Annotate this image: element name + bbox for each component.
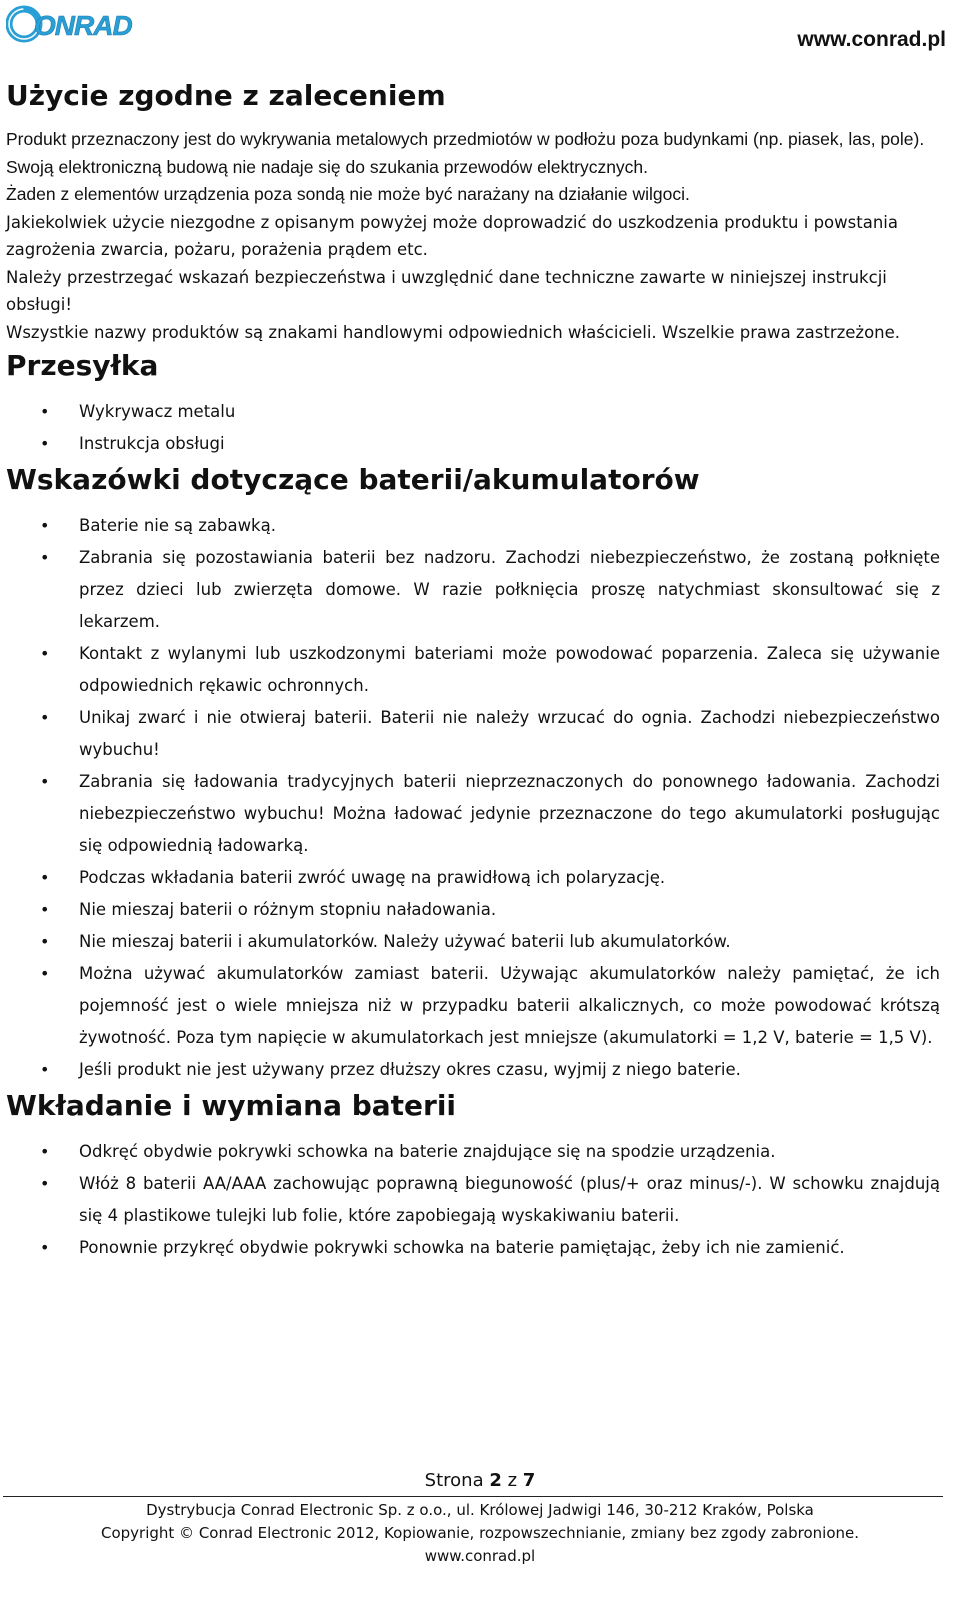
heading-intended-use: Użycie zgodne z zaleceniem: [6, 79, 446, 112]
bullet-icon: •: [40, 548, 50, 567]
list-item: • Zabrania się pozostawiania baterii bez nadzoru. Zachodzi niebezpieczeństwo, że zostaną połknięte przez dzieci lub zwierzęta domowe. W razie połknięcia proszę natychmiast skonsultować się z lekarzem.: [6, 542, 940, 638]
intended-use-paragraph: Jakiekolwiek użycie niezgodne z opisanym powyżej może doprowadzić do uszkodzenia produktu i powstania zagrożenia zwarcia, pożaru, porażenia prądem etc.: [6, 212, 898, 259]
bullet-icon: •: [40, 932, 50, 951]
document-body: [6, 76, 940, 1264]
footer-distributor: Dystrybucja Conrad Electronic Sp. z o.o., ul. Królowej Jadwigi 146, 30-212 Kraków, Polska: [146, 1501, 814, 1519]
conrad-logo: [6, 4, 166, 44]
bullet-icon: •: [40, 1060, 50, 1079]
intended-use-paragraph: Swoją elektroniczną budową nie nadaje się do szukania przewodów elektrycznych.: [6, 156, 649, 177]
svg-text:ONRAD: ONRAD: [34, 10, 132, 41]
heading-insert-batteries: Wkładanie i wymiana baterii: [6, 1089, 457, 1122]
insert-batteries-list: [6, 1136, 940, 1264]
package-list: [6, 396, 940, 460]
bullet-icon: •: [40, 900, 50, 919]
bullet-icon: •: [40, 708, 50, 727]
intended-use-paragraph: Wszystkie nazwy produktów są znakami handlowymi odpowiednich właścicieli. Wszelkie prawa zastrzeżone.: [6, 322, 901, 342]
heading-package: Przesyłka: [6, 349, 159, 382]
bullet-icon: •: [40, 772, 50, 791]
list-item: • Kontakt z wylanymi lub uszkodzonymi bateriami może powodować poparzenia. Zaleca się używanie odpowiednich rękawic ochronnych.: [6, 638, 940, 702]
bullet-icon: •: [40, 868, 50, 887]
bullet-icon: •: [40, 1238, 50, 1257]
site-url: www.conrad.pl: [797, 28, 946, 51]
footer-url: www.conrad.pl: [424, 1547, 536, 1565]
page-footer: [0, 1466, 960, 1565]
list-item: • Instrukcja obsługi: [6, 428, 940, 460]
intended-use-paragraph: Należy przestrzegać wskazań bezpieczeństwa i uwzględnić dane techniczne zawarte w niniejszej instrukcji obsługi!: [6, 267, 887, 314]
list-item: • Nie mieszaj baterii o różnym stopniu naładowania.: [6, 894, 940, 926]
list-item: • Wykrywacz metalu: [6, 396, 940, 428]
list-item: • Jeśli produkt nie jest używany przez dłuższy okres czasu, wyjmij z niego baterie.: [6, 1054, 940, 1086]
bullet-icon: •: [40, 964, 50, 983]
intended-use-paragraph: Produkt przeznaczony jest do wykrywania metalowych przedmiotów w podłożu poza budynkami (np. piasek, las, pole).: [6, 129, 925, 149]
bullet-icon: •: [40, 1142, 50, 1161]
list-item: • Odkręć obydwie pokrywki schowka na baterie znajdujące się na spodzie urządzenia.: [6, 1136, 940, 1168]
bullet-icon: •: [40, 402, 50, 421]
footer-text: [0, 1499, 960, 1568]
list-item: • Podczas wkładania baterii zwróć uwagę na prawidłową ich polaryzację.: [6, 862, 940, 894]
intended-use-paragraph: Żaden z elementów urządzenia poza sondą nie może być narażany na działanie wilgoci.: [6, 184, 690, 204]
list-item: • Nie mieszaj baterii i akumulatorków. Należy używać baterii lub akumulatorków.: [6, 926, 940, 958]
list-item: • Ponownie przykręć obydwie pokrywki schowka na baterie pamiętając, żeby ich nie zamienić.: [6, 1232, 940, 1264]
list-item: • Włóż 8 baterii AA/AAA zachowując poprawną biegunowość (plus/+ oraz minus/-). W schowku znajdują się 4 plastikowe tulejki lub folie, które zapobiegają wyskakiwaniu baterii.: [6, 1168, 940, 1232]
list-item: • Baterie nie są zabawką.: [6, 510, 940, 542]
footer-divider: [3, 1496, 943, 1497]
heading-batteries: Wskazówki dotyczące baterii/akumulatorów: [6, 463, 700, 496]
list-item: • Zabrania się ładowania tradycyjnych baterii nieprzeznaczonych do ponownego ładowania. Zachodzi niebezpieczeństwo wybuchu! Można ładować jedynie przeznaczone do tego akumulatorki posługując się odpowiednią ładowarką.: [6, 766, 940, 862]
bullet-icon: •: [40, 434, 50, 453]
page-header: [0, 0, 960, 56]
page-number: Strona 2 z 7: [424, 1470, 536, 1491]
current-page: 2: [489, 1470, 502, 1491]
bullet-icon: •: [40, 644, 50, 663]
footer-copyright: Copyright © Conrad Electronic 2012, Kopiowanie, rozpowszechnianie, zmiany bez zgody zabronione.: [101, 1524, 859, 1542]
intended-use-text: [6, 126, 940, 346]
bullet-icon: •: [40, 516, 50, 535]
total-pages: 7: [522, 1470, 536, 1491]
bullet-icon: •: [40, 1174, 50, 1193]
list-item: • Unikaj zwarć i nie otwieraj baterii. Baterii nie należy wrzucać do ognia. Zachodzi niebezpieczeństwo wybuchu!: [6, 702, 940, 766]
list-item: • Można używać akumulatorków zamiast baterii. Używając akumulatorków należy pamiętać, że ich pojemność jest o wiele mniejsza niż w przypadku baterii alkalicznych, co może powodować krótszą żywotność. Poza tym napięcie w akumulatorkach jest mniejsze (akumulatorki = 1,2 V, baterie = 1,5 V).: [6, 958, 940, 1054]
batteries-list: [6, 510, 940, 1086]
